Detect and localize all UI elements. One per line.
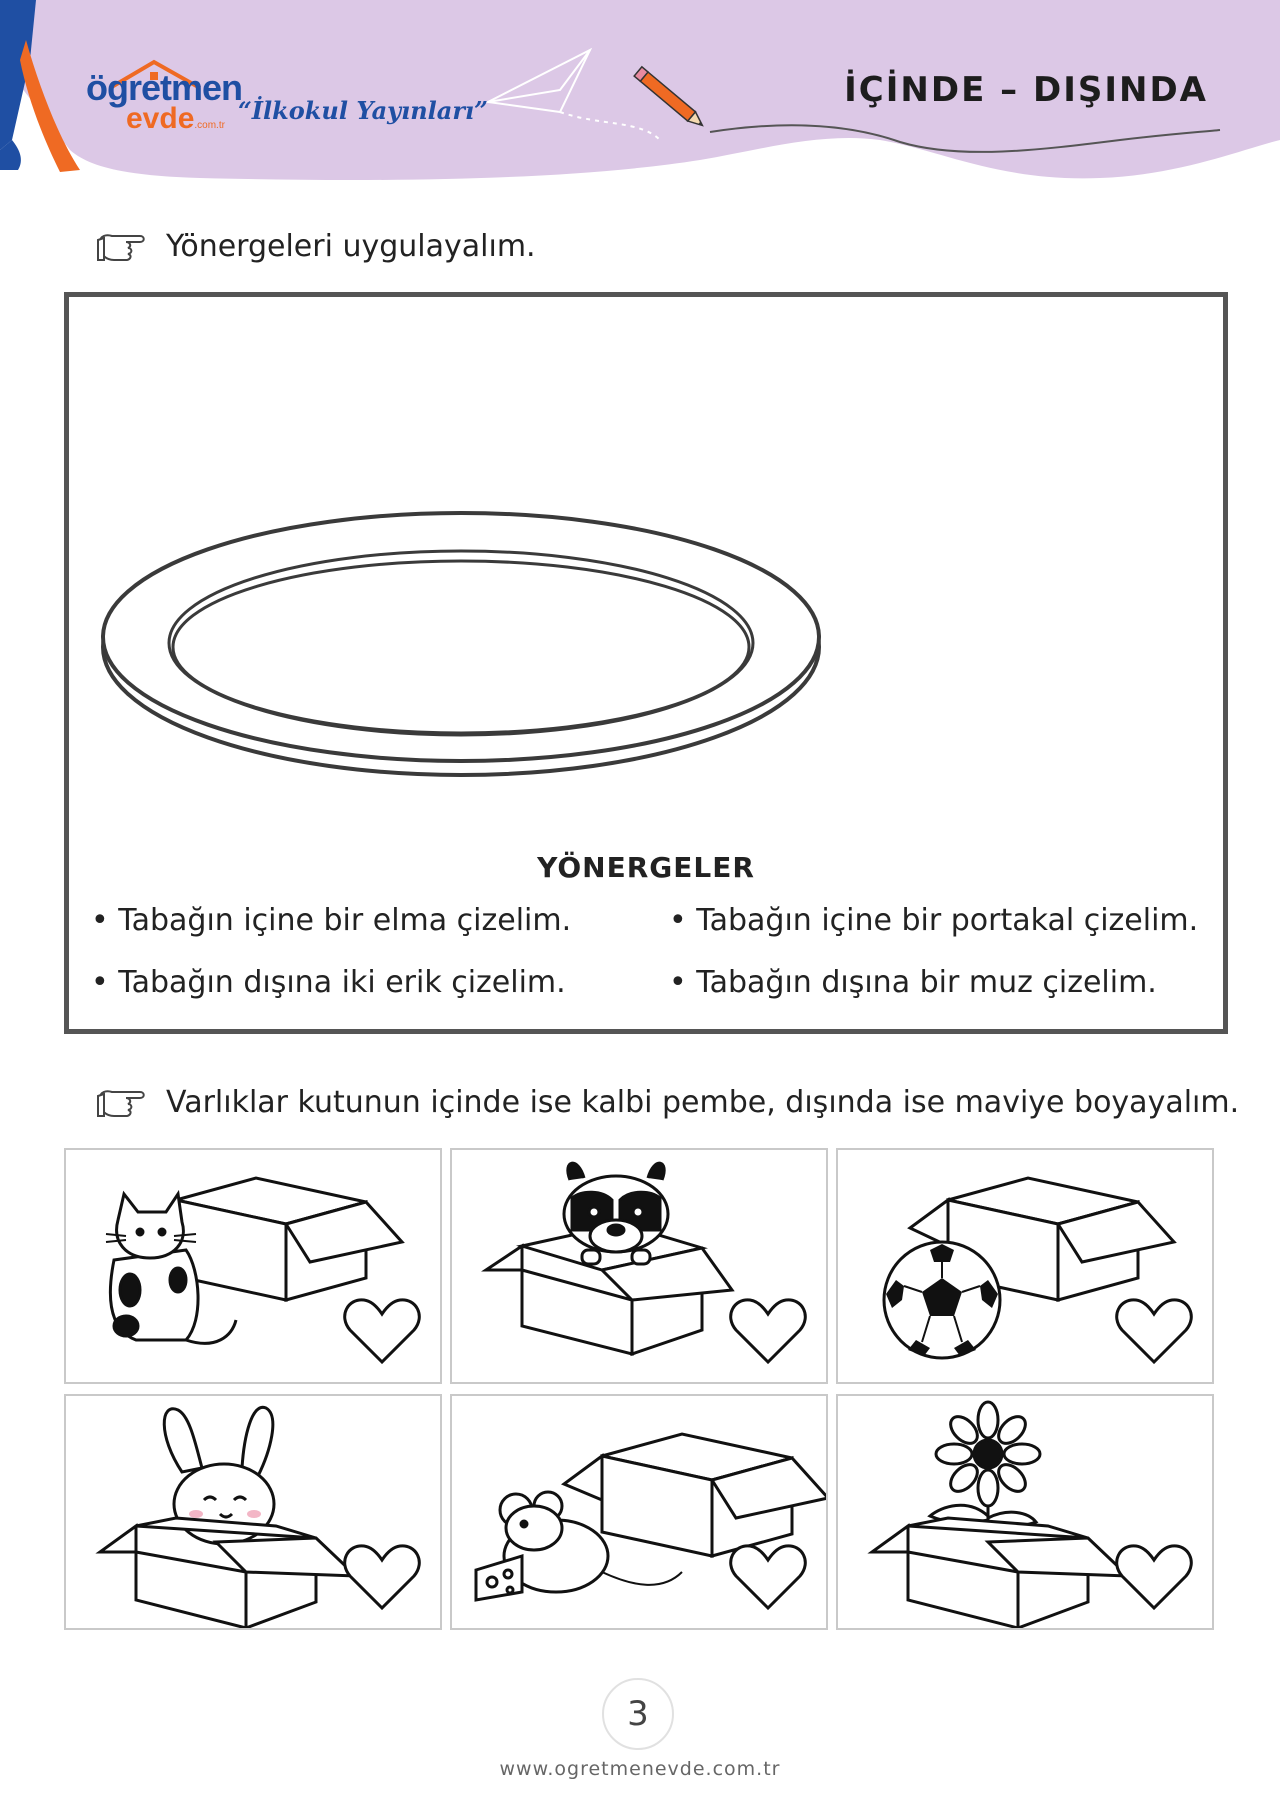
activity-card [64, 1394, 442, 1630]
brand-name: ögretmen [86, 67, 243, 108]
instruction-1-text: Yönergeleri uygulayalım. [166, 228, 536, 264]
rule-text: Tabağın içine bir portakal çizelim. [696, 903, 1199, 938]
instruction-2-text: Varlıklar kutunun içinde ise kalbi pembe, dışında ise maviye boyayalım. [166, 1084, 1240, 1120]
activity-card [836, 1148, 1214, 1384]
activity-card [450, 1394, 828, 1630]
activity-grid [64, 1148, 1216, 1658]
box-icon [872, 1518, 1128, 1628]
brand-evde: evde [126, 102, 195, 135]
activity-card [64, 1148, 442, 1384]
activity-card [450, 1148, 828, 1384]
rule-item: • Tabağın içine bir elma çizelim. [91, 903, 572, 938]
activity-card [836, 1394, 1214, 1630]
pointing-hand-icon [96, 226, 148, 266]
rule-text: Tabağın dışına iki erik çizelim. [118, 965, 566, 1000]
heart-icon [731, 1300, 806, 1362]
drawing-area[interactable] [64, 292, 1228, 1034]
plate-icon [99, 497, 825, 787]
instruction-2 [96, 1082, 1239, 1122]
heart-icon [731, 1546, 806, 1608]
soccer-ball-icon [884, 1242, 1000, 1358]
pointing-hand-icon [96, 1082, 148, 1122]
heart-icon [345, 1546, 420, 1608]
brand-logo [86, 67, 243, 135]
rule-item: • Tabağın içine bir portakal çizelim. [669, 903, 1199, 938]
instruction-1 [96, 226, 536, 266]
rule-text: Tabağın içine bir elma çizelim. [118, 903, 572, 938]
rule-item: • Tabağın dışına bir muz çizelim. [669, 965, 1157, 1000]
box-icon [176, 1178, 402, 1300]
page-number: 3 [602, 1678, 674, 1750]
box-icon [564, 1434, 826, 1556]
flower-icon [930, 1402, 1040, 1528]
footer-url: www.ogretmenevde.com.tr [499, 1758, 781, 1780]
rule-text: Tabağın dışına bir muz çizelim. [696, 965, 1157, 1000]
brand-domain: .com.tr [194, 120, 225, 131]
heart-icon [345, 1300, 420, 1362]
rules-heading: YÖNERGELER [537, 851, 755, 884]
page-title: İÇİNDE – DIŞINDA [844, 70, 1208, 110]
heart-icon [1117, 1546, 1192, 1608]
rule-item: • Tabağın dışına iki erik çizelim. [91, 965, 566, 1000]
heart-icon [1117, 1300, 1192, 1362]
tagline: “İlkokul Yayınları” [238, 96, 488, 125]
